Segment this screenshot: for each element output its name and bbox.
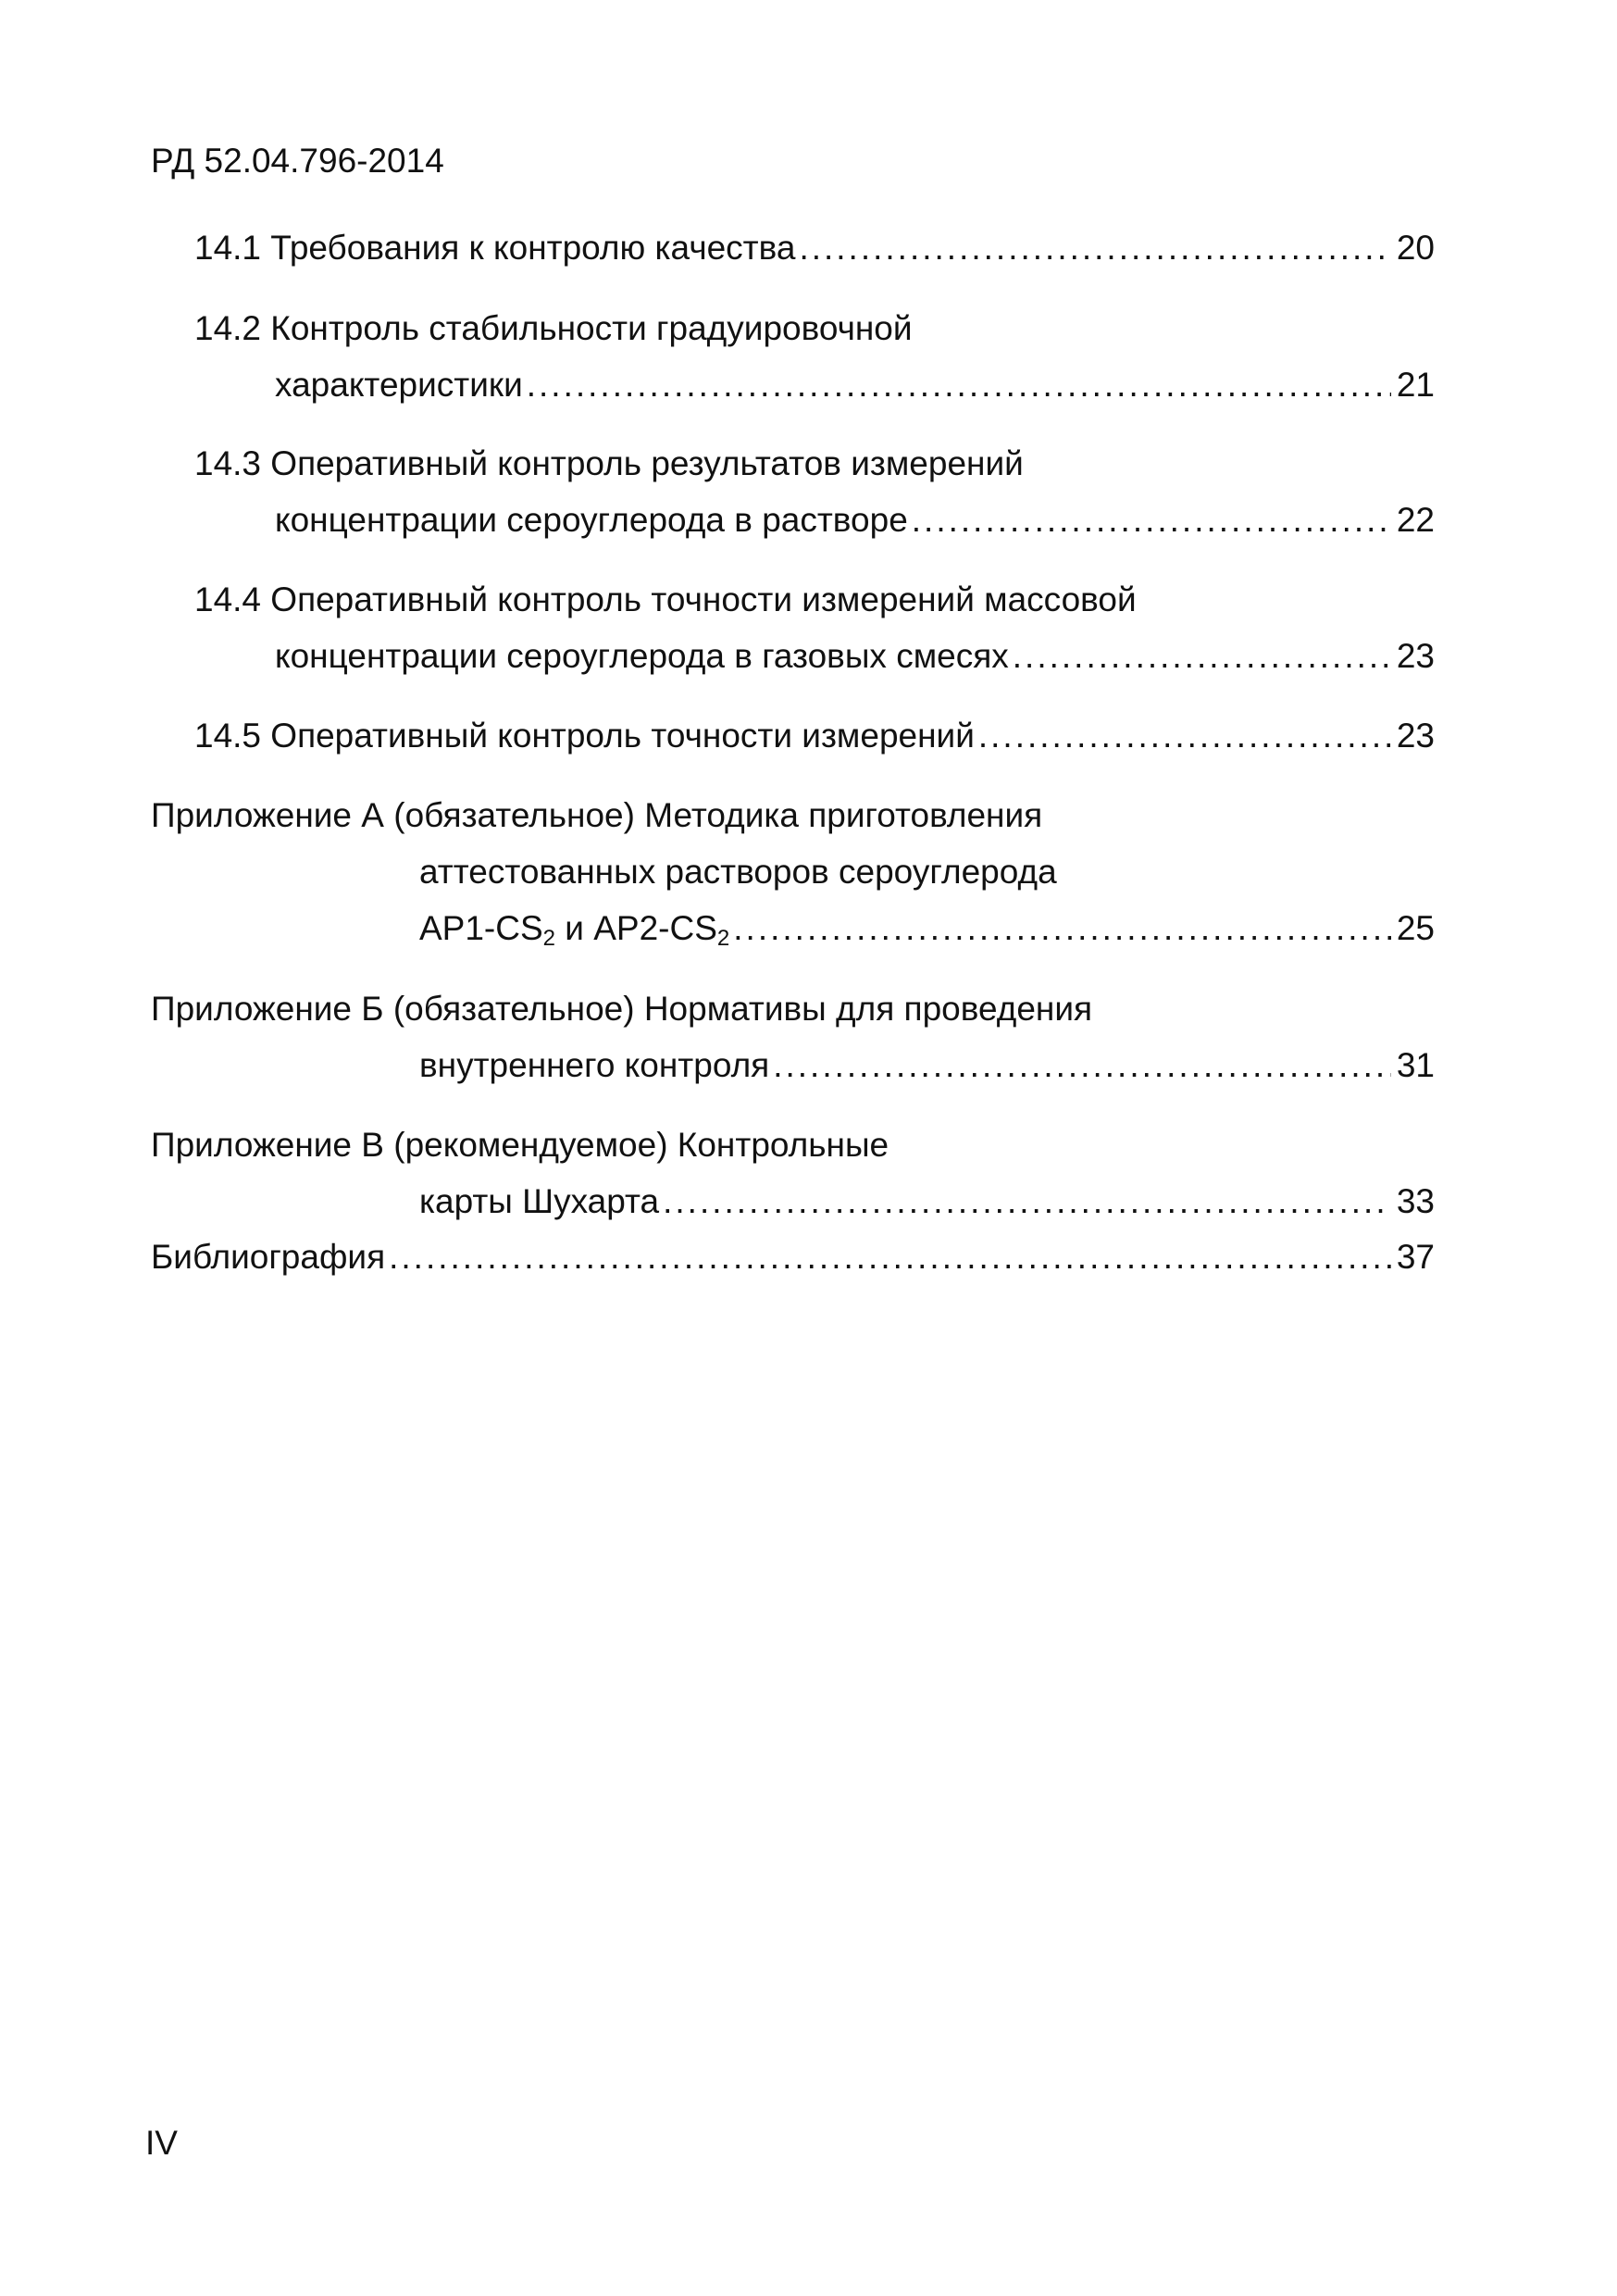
toc-entry-title-continued: $АР1-CS_2$ и $АР2-CS_2$	[419, 909, 730, 951]
toc-entry-14-5[interactable]	[194, 718, 1435, 753]
toc-entry-title-continued: внутреннего контроля	[419, 1046, 770, 1084]
dot-leader	[1013, 639, 1391, 673]
toc-appendix-a-title-continued: аттестованных растворов сероуглерода	[419, 853, 1057, 891]
toc-entry-title: 14.5 Оперативный контроль точности измерений	[194, 717, 975, 755]
toc-entry-title-continued: концентрации сероуглерода в газовых смесях	[275, 637, 1009, 675]
toc-entry-14-2-title[interactable]: 14.2 Контроль стабильности градуировочной	[194, 309, 913, 347]
toc-appendix-a-title[interactable]: Приложение А (обязательное) Методика приготовления	[151, 796, 1043, 834]
toc-appendix-a[interactable]	[419, 909, 1435, 951]
dot-leader	[773, 1048, 1391, 1082]
toc-appendix-b[interactable]	[419, 1048, 1435, 1082]
toc-page-number: 20	[1396, 229, 1435, 267]
dot-leader	[527, 368, 1391, 402]
toc-appendix-v[interactable]	[419, 1184, 1435, 1218]
toc-entry-14-4-title[interactable]: 14.4 Оперативный контроль точности измерений массовой	[194, 580, 1137, 618]
dot-leader	[663, 1184, 1391, 1218]
toc-page-number: 37	[1396, 1238, 1435, 1276]
toc-bibliography[interactable]	[151, 1240, 1435, 1274]
toc-entry-title: 14.1 Требования к контролю качества	[194, 229, 796, 267]
toc-page-number: 25	[1396, 909, 1435, 947]
page-number: IV	[145, 2124, 178, 2162]
document-code: РД 52.04.796-2014	[151, 142, 444, 180]
toc-entry-title: Библиография	[151, 1238, 386, 1276]
toc-entry-14-4[interactable]	[275, 639, 1435, 673]
dot-leader	[912, 503, 1391, 537]
toc-entry-14-3-title[interactable]: 14.3 Оперативный контроль результатов измерений	[194, 444, 1024, 482]
dot-leader	[799, 231, 1390, 265]
toc-page-number: 23	[1396, 717, 1435, 755]
toc-appendix-b-title[interactable]: Приложение Б (обязательное) Нормативы для проведения	[151, 990, 1093, 1028]
dot-leader	[389, 1240, 1391, 1274]
toc-entry-title-continued: концентрации сероуглерода в растворе	[275, 501, 908, 539]
toc-entry-title-continued: карты Шухарта	[419, 1182, 660, 1220]
toc-entry-14-3[interactable]	[275, 503, 1435, 537]
toc-appendix-v-title[interactable]: Приложение В (рекомендуемое) Контрольные	[151, 1126, 889, 1164]
dot-leader	[978, 718, 1391, 753]
toc-page-number: 22	[1396, 501, 1435, 539]
toc-entry-title-continued: характеристики	[275, 366, 523, 404]
toc-entry-14-1[interactable]	[194, 231, 1435, 265]
toc-page-number: 33	[1396, 1182, 1435, 1220]
dot-leader	[733, 911, 1391, 945]
toc-page-number: 21	[1396, 366, 1435, 404]
toc-entry-14-2[interactable]	[275, 368, 1435, 402]
toc-page-number: 31	[1396, 1046, 1435, 1084]
toc-page-number: 23	[1396, 637, 1435, 675]
